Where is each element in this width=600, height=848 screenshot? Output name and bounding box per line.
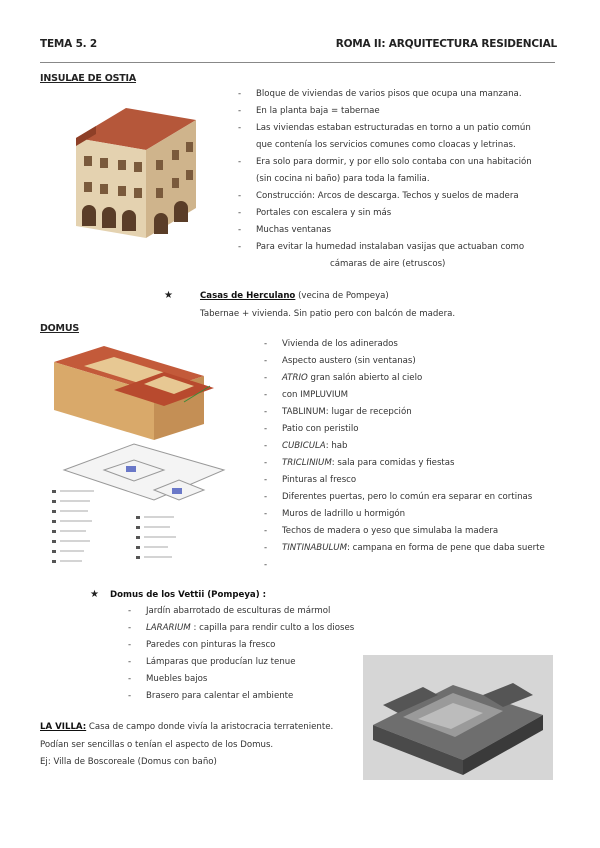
domus-item-text: con IMPLUVIUM xyxy=(282,390,349,400)
header-left: TEMA 5. 2 xyxy=(40,38,98,50)
insulae-item: - Construcción: Arcos de descarga. Techos y suelos de madera xyxy=(238,188,532,205)
insulae-item: - En la planta baja = tabernae xyxy=(238,103,532,120)
vettii-item-text: : capilla para rendir culto a los dioses xyxy=(190,623,355,633)
domus-item xyxy=(264,404,545,421)
domus-item xyxy=(264,506,545,523)
insulae-title: INSULAE DE OSTIA xyxy=(40,73,137,84)
vettii-list xyxy=(128,603,354,705)
domus-item-term: ATRIO xyxy=(282,373,308,383)
domus-list xyxy=(264,336,545,557)
vettii-item xyxy=(128,603,354,620)
insulae-item: - Las viviendas estaban estructuradas en torno a un patio común xyxy=(238,120,532,137)
star-icon: ★ xyxy=(90,589,99,600)
domus-item-text: Techos de madera o yeso que simulaba la madera xyxy=(282,526,499,536)
vettii-item-text: Lámparas que producían luz tenue xyxy=(146,657,296,667)
herculano-note: (vecina de Pompeya) xyxy=(298,291,389,301)
domus-item-text: : sala para comidas y fiestas xyxy=(331,458,455,468)
vettii-item xyxy=(128,671,354,688)
domus-item xyxy=(264,336,545,353)
header-rule xyxy=(40,62,555,63)
vettii-item-text: Brasero para calentar el ambiente xyxy=(146,691,294,701)
insulae-item: - Bloque de viviendas de varios pisos que ocupa una manzana. xyxy=(238,86,532,103)
domus-item-text: TABLINUM: lugar de recepción xyxy=(282,407,412,417)
vettii-item xyxy=(128,688,354,705)
domus-item xyxy=(264,370,545,387)
villa-line3: Ej: Villa de Boscoreale (Domus con baño) xyxy=(40,757,217,767)
insulae-item: - Para evitar la humedad instalaban vasijas que actuaban como xyxy=(238,239,532,256)
domus-item xyxy=(264,353,545,370)
vettii-item xyxy=(128,620,354,637)
villa-line2: Podían ser sencillas o tenían el aspecto de los Domus. xyxy=(40,740,274,750)
insulae-item: (sin cocina ni baño) para toda la familia. xyxy=(256,174,430,184)
insulae-item: - Muchas ventanas xyxy=(238,222,532,239)
domus-item-term: CUBICULA xyxy=(282,441,326,451)
domus-item-text: Muros de ladrillo u hormigón xyxy=(282,509,406,519)
insulae-item: - Era solo para dormir, y por ello solo contaba con una habitación xyxy=(238,154,532,171)
domus-item xyxy=(264,438,545,455)
domus-item-text: Pinturas al fresco xyxy=(282,475,357,485)
vettii-item-text: Muebles bajos xyxy=(146,674,208,684)
domus-item xyxy=(264,421,545,438)
vettii-item-text: Jardín abarrotado de esculturas de mármol xyxy=(146,606,331,616)
domus-item-text: : campana en forma de pene que daba suerte xyxy=(346,543,545,553)
insulae-list xyxy=(238,86,532,273)
domus-illustration xyxy=(44,340,244,572)
insulae-item: - Portales con escalera y sin más xyxy=(238,205,532,222)
villa-model-photo xyxy=(363,655,553,780)
vettii-item-term: LARARIUM xyxy=(146,623,191,633)
domus-item-text: gran salón abierto al cielo xyxy=(307,373,423,383)
vettii-title: Domus de los Vettii (Pompeya) : xyxy=(110,590,267,600)
vettii-item xyxy=(128,637,354,654)
domus-item xyxy=(264,387,545,404)
header-right: ROMA II: ARQUITECTURA RESIDENCIAL xyxy=(335,38,557,50)
villa-line1 xyxy=(40,722,333,732)
domus-item-text: Patio con peristilo xyxy=(282,424,359,434)
domus-item-term: TRICLINIUM xyxy=(282,458,332,468)
domus-item xyxy=(264,489,545,506)
domus-item-text: Aspecto austero (sin ventanas) xyxy=(282,356,416,366)
insulae-item: que contenía los servicios comunes como cloacas y letrinas. xyxy=(256,140,516,150)
domus-item xyxy=(264,455,545,472)
villa-text: Casa de campo donde vivía la aristocracia terrateniente. xyxy=(86,722,334,732)
domus-item-text: Diferentes puertas, pero lo común era separar en cortinas xyxy=(282,492,533,502)
domus-item xyxy=(264,540,545,557)
herculano-title: Casas de Herculano xyxy=(200,291,296,301)
insula-illustration xyxy=(66,98,216,246)
vettii-item-text: Paredes con pinturas la fresco xyxy=(146,640,276,650)
domus-item xyxy=(264,472,545,489)
domus-item xyxy=(264,523,545,540)
star-icon: ★ xyxy=(164,290,173,301)
domus-title: DOMUS xyxy=(40,323,79,334)
domus-item-text: : hab xyxy=(325,441,348,451)
domus-item-text: Vivienda de los adinerados xyxy=(282,339,398,349)
herculano-heading xyxy=(200,291,389,301)
herculano-desc: Tabernae + vivienda. Sin patio pero con balcón de madera. xyxy=(200,309,456,319)
insulae-item: cámaras de aire (etruscos) xyxy=(330,259,446,269)
vettii-item xyxy=(128,654,354,671)
domus-item-term: TINTINABULUM xyxy=(282,543,347,553)
villa-title: LA VILLA: xyxy=(40,722,87,732)
